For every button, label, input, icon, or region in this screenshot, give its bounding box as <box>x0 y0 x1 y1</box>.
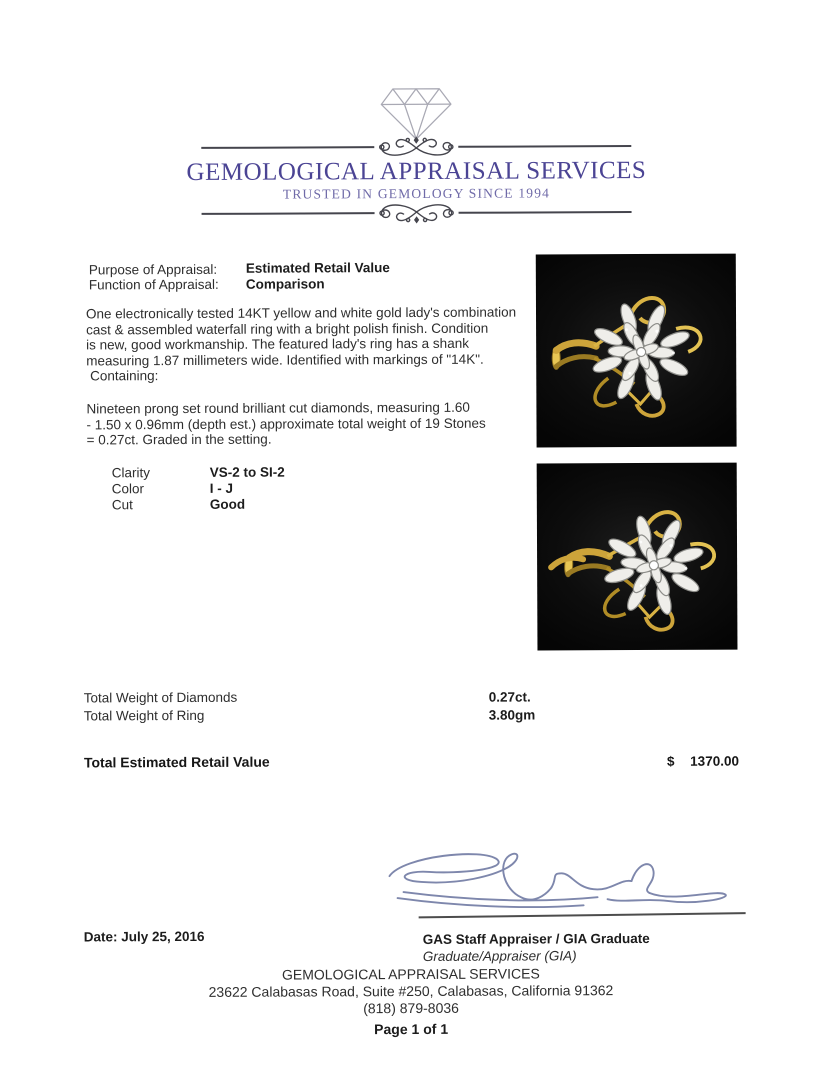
weight-ring-value: 3.80gm <box>488 707 536 723</box>
letterhead <box>0 83 829 226</box>
weight-diamonds-value: 0.27ct. <box>488 689 531 705</box>
footer-company: GEMOLOGICAL APPRAISAL SERVICES <box>281 965 540 983</box>
purpose-value: Estimated Retail Value <box>245 260 390 276</box>
ring-photo-side-view <box>537 463 738 651</box>
rule-segment <box>459 211 632 214</box>
clarity-label: Clarity <box>111 465 151 481</box>
scroll-flourish-icon <box>375 201 459 225</box>
scroll-flourish-icon <box>374 135 458 159</box>
ring-illustration <box>537 463 738 651</box>
signer-subtitle: Graduate/Appraiser (GIA) <box>422 948 577 964</box>
clarity-value: VS-2 to SI-2 <box>209 464 285 480</box>
stones-description: Nineteen prong set round brilliant cut diamonds, measuring 1.60 - 1.50 x 0.96mm (depth est.) approximate total weight of 19 Stones = 0.27ct. Graded in the setting. <box>86 399 486 448</box>
purpose-label: Purpose of Appraisal: <box>88 261 218 278</box>
company-title: GEMOLOGICAL APPRAISAL SERVICES <box>186 156 647 186</box>
appraiser-signature <box>373 845 747 919</box>
ring-illustration <box>536 254 737 448</box>
page-number: Page 1 of 1 <box>374 1020 449 1038</box>
retail-value-amount: 1370.00 <box>690 753 740 769</box>
header-rule-top <box>201 135 631 159</box>
rule-segment <box>458 145 631 148</box>
header-rule-bottom <box>202 201 632 225</box>
currency-symbol: $ <box>666 753 675 769</box>
weight-ring-label: Total Weight of Ring <box>83 707 205 724</box>
retail-value-label: Total Estimated Retail Value <box>83 753 270 771</box>
footer-phone: (818) 879-8036 <box>363 999 459 1017</box>
function-label: Function of Appraisal: <box>88 276 219 293</box>
item-description: One electronically tested 14KT yellow and white gold lady's combination cast & assembled waterfall ring with a bright polish finish. Condition is new, good workmanship. The featured lady's ring has a shank measuring 1.87 millimeters wide. Identified with markings of "14K". Containing: <box>85 304 517 384</box>
signer-title: GAS Staff Appraiser / GIA Graduate <box>422 930 650 947</box>
rule-segment <box>202 212 375 215</box>
appraisal-date: Date: July 25, 2016 <box>83 928 205 945</box>
cut-label: Cut <box>111 497 133 513</box>
color-value: I - J <box>209 480 234 496</box>
footer-address: 23622 Calabasas Road, Suite #250, Calabasas, California 91362 <box>208 982 614 1000</box>
function-value: Comparison <box>245 276 325 292</box>
rule-segment <box>201 146 374 149</box>
color-label: Color <box>111 481 145 497</box>
cut-value: Good <box>209 496 246 512</box>
ring-photo-top-view <box>536 254 737 448</box>
weight-diamonds-label: Total Weight of Diamonds <box>83 689 238 706</box>
company-tagline: TRUSTED IN GEMOLOGY SINCE 1994 <box>282 185 551 202</box>
